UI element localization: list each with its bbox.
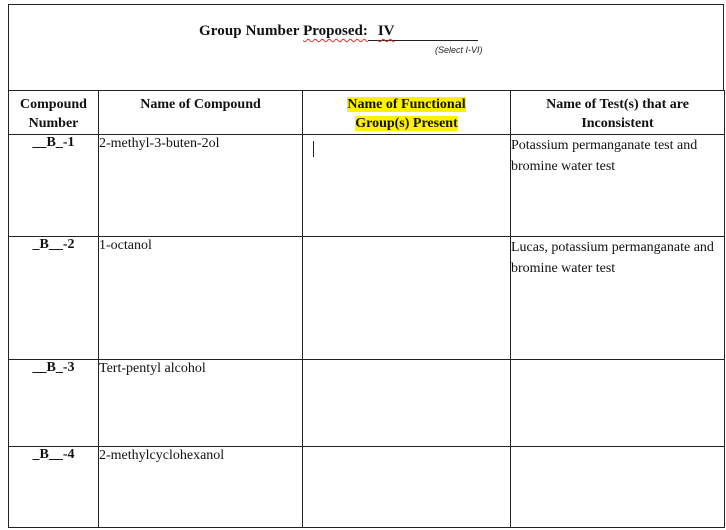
table-row: [9, 237, 725, 360]
header-functional-group-line2: Group(s) Present: [355, 116, 458, 131]
header-compound-number-line2: Number: [28, 116, 79, 131]
header-compound-name-text: Name of Compound: [140, 97, 261, 112]
table-row: [9, 447, 725, 528]
compound-name-cell[interactable]: 2-methyl-3-buten-2ol: [99, 135, 303, 237]
group-header-box: [8, 4, 724, 90]
worksheet: [8, 4, 724, 528]
header-inconsistent-tests: [511, 91, 725, 135]
header-functional-group-line1: Name of Functional: [347, 97, 466, 112]
inconsistent-tests-cell[interactable]: [511, 360, 725, 447]
compound-number-cell[interactable]: __B_-1: [9, 135, 99, 237]
compound-number-cell[interactable]: __B_-3: [9, 360, 99, 447]
functional-group-cell[interactable]: [303, 360, 511, 447]
text-cursor: [313, 141, 314, 157]
table-header-row: [9, 91, 725, 135]
header-inconsistent-tests-line1: Name of Test(s) that are: [546, 97, 689, 112]
group-number-line: [199, 23, 478, 41]
functional-group-cell[interactable]: [303, 237, 511, 360]
functional-group-cell[interactable]: [303, 135, 511, 237]
compound-name-cell[interactable]: 2-methylcyclohexanol: [99, 447, 303, 528]
header-compound-number-line1: Compound: [20, 97, 87, 112]
inconsistent-tests-cell[interactable]: Potassium permanganate test and bromine water test: [511, 135, 725, 237]
header-compound-name: [99, 91, 303, 135]
compound-number-cell[interactable]: _B__-4: [9, 447, 99, 528]
group-number-label: Group Number: [199, 23, 304, 39]
header-compound-number: [9, 91, 99, 135]
select-hint: (Select I-VI): [435, 45, 483, 55]
table-row: [9, 135, 725, 237]
proposed-label: Proposed:: [303, 23, 368, 39]
inconsistent-tests-cell[interactable]: Lucas, potassium permanganate and bromine water test: [511, 237, 725, 360]
functional-group-cell[interactable]: [303, 447, 511, 528]
compound-name-cell[interactable]: Tert-pentyl alcohol: [99, 360, 303, 447]
table-row: [9, 360, 725, 447]
compound-name-cell[interactable]: 1-octanol: [99, 237, 303, 360]
compound-table: [8, 90, 725, 528]
inconsistent-tests-cell[interactable]: [511, 447, 725, 528]
header-functional-group: [303, 91, 511, 135]
compound-number-cell[interactable]: _B__-2: [9, 237, 99, 360]
header-inconsistent-tests-line2: Inconsistent: [581, 116, 654, 131]
group-number-field[interactable]: IV: [368, 23, 478, 41]
